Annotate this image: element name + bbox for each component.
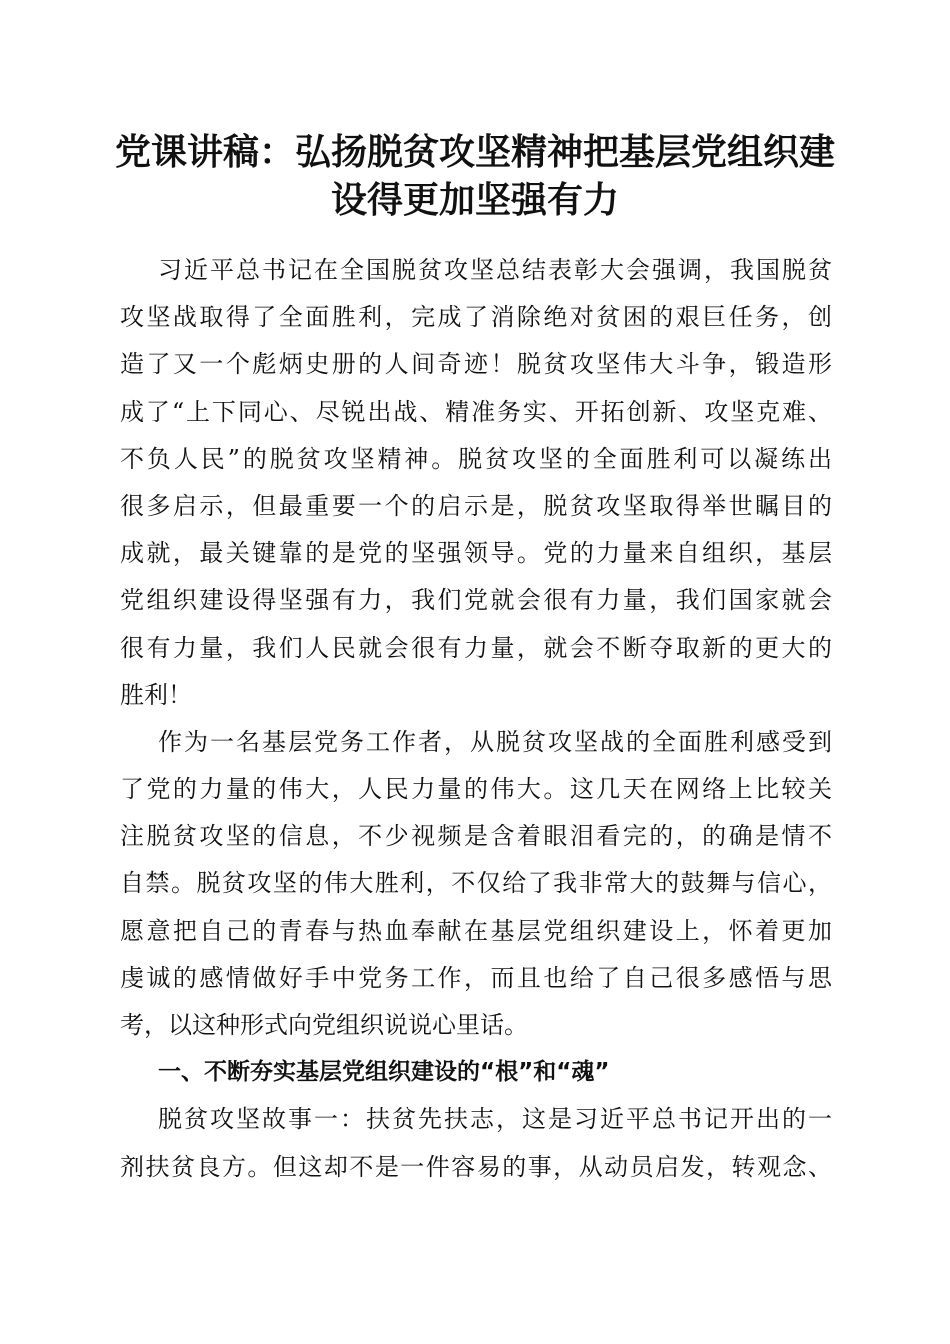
text-line: 成就，最关键靠的是党的坚强领导。党的力量来自组织，基层	[120, 539, 832, 568]
text-line: 成了“上下同心、尽锐出战、精准务实、开拓创新、攻坚克难、	[120, 397, 832, 426]
section-heading-1	[120, 1049, 832, 1096]
text-line: 虔诚的感情做好手中党务工作，而且也给了自己很多感悟与思	[120, 963, 832, 992]
text-line: 注脱贫攻坚的信息，不少视频是含着眼泪看完的，的确是情不	[120, 822, 832, 851]
text-line: 习近平总书记在全国脱贫攻坚总结表彰大会强调，我国脱贫	[158, 256, 832, 284]
text-line: 胜利！	[120, 680, 192, 709]
text-line: 考，以这种形式向党组织说说心里话。	[120, 1011, 528, 1039]
text-line: 脱贫攻坚故事一：扶贫先扶志，这是习近平总书记开出的一	[158, 1105, 832, 1134]
text-line: 很多启示，但最重要一个的启示是，脱贫攻坚取得举世瞩目的	[120, 491, 832, 520]
document-body	[120, 247, 832, 1191]
text-line: 剂扶贫良方。但这却不是一件容易的事，从动员启发，转观念、	[120, 1152, 832, 1181]
paragraph-2	[120, 719, 832, 1049]
text-line: 很有力量，我们人民就会很有力量，就会不断夺取新的更大的	[120, 633, 832, 662]
text-line: 攻坚战取得了全面胜利，完成了消除绝对贫困的艰巨任务，创	[120, 303, 832, 332]
paragraph-1	[120, 247, 832, 719]
text-line: 自禁。脱贫攻坚的伟大胜利，不仅给了我非常大的鼓舞与信心，	[120, 869, 832, 898]
text-line: 党组织建设得坚强有力，我们党就会很有力量，我们国家就会	[120, 586, 832, 615]
title-line-1: 党课讲稿：弘扬脱贫攻坚精神把基层党组织建	[114, 131, 835, 173]
title-line-2: 设得更加坚强有力	[330, 179, 619, 221]
section-heading-text: 一、不断夯实基层党组织建设的“根”和“魂”	[158, 1059, 610, 1086]
text-line: 作为一名基层党务工作者，从脱贫攻坚战的全面胜利感受到	[158, 727, 832, 756]
text-line: 不负人民”的脱贫攻坚精神。脱贫攻坚的全面胜利可以凝练出	[120, 444, 832, 473]
document-title	[100, 128, 850, 224]
text-line: 造了又一个彪炳史册的人间奇迹！脱贫攻坚伟大斗争，锻造形	[120, 350, 832, 379]
text-line: 了党的力量的伟大，人民力量的伟大。这几天在网络上比较关	[120, 775, 832, 804]
paragraph-3	[120, 1096, 832, 1190]
text-line: 愿意把自己的青春与热血奉献在基层党组织建设上，怀着更加	[120, 916, 832, 945]
